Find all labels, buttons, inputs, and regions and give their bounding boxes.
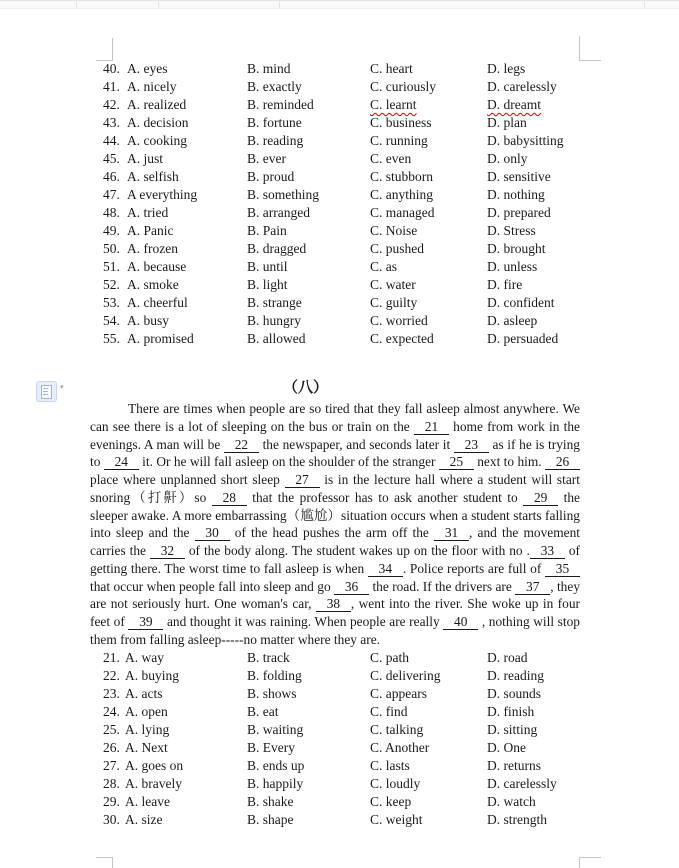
option-a: A. selfish <box>127 169 179 184</box>
chrome-divider <box>644 2 645 8</box>
question-number: 42. <box>103 97 120 112</box>
option-b: B. light <box>247 277 288 292</box>
question-number: 26. <box>103 739 120 755</box>
cloze-blank: 29 <box>523 490 558 506</box>
option-a: A. buying <box>125 667 179 683</box>
question-number: 43. <box>103 115 120 130</box>
option-c: C. even <box>370 151 412 166</box>
cloze-blank: 35 <box>545 561 580 577</box>
question-row <box>90 168 580 186</box>
option-a: A. smoke <box>127 277 179 292</box>
option-c: C. appears <box>370 685 427 701</box>
question-number: 40. <box>103 61 120 76</box>
crop-mark-top-right <box>579 36 601 61</box>
cloze-blank: 23 <box>454 437 489 453</box>
question-number: 21. <box>103 649 120 665</box>
option-b: B. shape <box>247 811 294 827</box>
option-b: B. strange <box>247 295 302 310</box>
question-row <box>90 78 580 96</box>
option-a: A. nicely <box>127 79 177 94</box>
option-b: B. ends up <box>247 757 305 773</box>
question-row <box>90 811 580 829</box>
question-number: 29. <box>103 793 120 809</box>
option-d: D. brought <box>487 241 546 256</box>
question-number: 45. <box>103 151 120 166</box>
option-c: C. anything <box>370 187 433 202</box>
option-b: B. dragged <box>247 241 307 256</box>
question-number: 30. <box>103 811 120 827</box>
option-a: A. promised <box>127 331 194 346</box>
option-c: C. talking <box>370 721 424 737</box>
question-number: 49. <box>103 223 120 238</box>
section-title: （八） <box>283 380 329 396</box>
option-c: C. stubborn <box>370 169 434 184</box>
cloze-blank: 25 <box>439 454 474 470</box>
question-number: 50. <box>103 241 120 256</box>
option-d: D. sounds <box>487 685 542 701</box>
option-a: A. eyes <box>127 61 168 76</box>
option-c: C. find <box>370 703 408 719</box>
question-row <box>90 96 580 114</box>
cloze-blank: 33 <box>530 543 565 559</box>
cloze-blank: 32 <box>150 543 185 559</box>
section-heading <box>90 378 580 398</box>
option-a: A. because <box>127 259 187 274</box>
cloze-blank: 30 <box>195 525 230 541</box>
option-b: B. ever <box>247 151 286 166</box>
option-d: D. confident <box>487 295 555 310</box>
option-b: B. Pain <box>247 223 287 238</box>
cloze-passage: There are times when people are so tired that they fall asleep almost anywhere. We can see there is a lot of sleeping on the bus or train on the 21 home from work in the evenings. A man will be 22 the newspaper, and seconds later it 23 as if he is trying to 24 it. Or he will fall asleep on the shoulder of the stranger 25 next to him. 26 place where unplanned short sleep 27 is in the lecture hall where a student will start snoring（打鼾）so 28 that the professor has to ask another student to 29 the sleeper awake. A more embarrassing（尴尬）situation occurs when a student starts falling into sleep and the 30 of the head pushes the arm off the 31 , and the movement carries the 32 of the body along. The student wakes up on the floor with no . 33 of getting there. The worst time to fall asleep is when 34 . Police reports are full of 35 that occur when people fall into sleep and go 36 the road. If the drivers are 37 , they are not seriously hurt. One woman's car, 38 , went into the river. She woke up in four feet of 39 and thought it was raining. When people are really 40 , nothing will stop them from falling asleep-----no matter where they are. <box>90 401 581 647</box>
option-d: D. carelessly <box>487 79 557 94</box>
option-a: A. acts <box>125 685 163 701</box>
cloze-blank: 38 <box>316 596 351 612</box>
option-d: D. only <box>487 151 528 166</box>
option-d: D. legs <box>487 61 526 76</box>
crop-mark-bottom-left <box>96 857 113 868</box>
option-d: D. babysitting <box>487 133 564 148</box>
question-number: 44. <box>103 133 120 148</box>
option-c: C. business <box>370 115 432 130</box>
text-block <box>90 0 580 829</box>
question-row <box>90 793 580 811</box>
option-c: C. expected <box>370 331 434 346</box>
cloze-blank: 21 <box>414 419 449 435</box>
question-number: 27. <box>103 757 120 773</box>
cloze-blank: 40 <box>443 614 478 630</box>
option-b: B. something <box>247 187 320 202</box>
question-row <box>90 667 580 685</box>
option-d: D. fire <box>487 277 523 292</box>
option-c: C. learnt <box>370 97 417 112</box>
option-b: B. shows <box>247 685 297 701</box>
option-b: B. fortune <box>247 115 302 130</box>
option-b: B. exactly <box>247 79 302 94</box>
cloze-blank: 36 <box>334 579 369 595</box>
option-c: C. loudly <box>370 775 421 791</box>
option-a: A. busy <box>127 313 170 328</box>
question-row <box>90 294 580 312</box>
chrome-divider <box>76 2 77 8</box>
option-a: A everything <box>127 187 198 202</box>
question-row <box>90 186 580 204</box>
option-a: A. Panic <box>127 223 174 238</box>
question-number: 51. <box>103 259 120 274</box>
question-row <box>90 775 580 793</box>
option-b: B. track <box>247 649 290 665</box>
option-c: C. curiously <box>370 79 436 94</box>
question-number: 23. <box>103 685 120 701</box>
option-a: A. way <box>125 649 164 665</box>
option-a: A. cheerful <box>127 295 188 310</box>
option-c: C. running <box>370 133 428 148</box>
option-b: B. folding <box>247 667 302 683</box>
question-table-21-30 <box>90 649 580 829</box>
option-d: D. watch <box>487 793 536 809</box>
option-c: C. worried <box>370 313 428 328</box>
option-a: A. decision <box>127 115 189 130</box>
question-row <box>90 240 580 258</box>
option-d: D. Stress <box>487 223 536 238</box>
crop-mark-bottom-right <box>579 857 601 868</box>
option-d: D. carelessly <box>487 775 557 791</box>
option-b: B. arranged <box>247 205 310 220</box>
option-b: B. shake <box>247 793 294 809</box>
cloze-blank: 22 <box>224 437 259 453</box>
option-a: A. leave <box>125 793 170 809</box>
option-d: D. road <box>487 649 528 665</box>
question-row <box>90 649 580 667</box>
option-a: A. open <box>125 703 168 719</box>
glyph-line <box>43 391 48 392</box>
question-row <box>90 60 580 78</box>
option-d: D. nothing <box>487 187 545 202</box>
glyph-line <box>43 388 48 389</box>
question-row <box>90 330 580 348</box>
option-a: A. cooking <box>127 133 187 148</box>
question-row <box>90 132 580 150</box>
question-number: 47. <box>103 187 120 202</box>
option-c: C. water <box>370 277 416 292</box>
cloze-blank: 24 <box>104 454 139 470</box>
option-c: C. Noise <box>370 223 418 238</box>
option-d: D. unless <box>487 259 538 274</box>
question-row <box>90 114 580 132</box>
cloze-blank: 28 <box>212 490 247 506</box>
option-b: B. Every <box>247 739 295 755</box>
cloze-blank: 34 <box>368 561 403 577</box>
option-d: D. asleep <box>487 313 538 328</box>
question-number: 25. <box>103 721 120 737</box>
option-b: B. hungry <box>247 313 301 328</box>
option-c: C. guilty <box>370 295 418 310</box>
option-b: B. proud <box>247 169 295 184</box>
question-number: 53. <box>103 295 120 310</box>
cloze-blank: 27 <box>285 472 320 488</box>
question-row <box>90 312 580 330</box>
option-d: D. sitting <box>487 721 538 737</box>
option-c: C. managed <box>370 205 435 220</box>
question-number: 22. <box>103 667 120 683</box>
question-number: 54. <box>103 313 120 328</box>
option-b: B. happily <box>247 775 304 791</box>
clipboard-page-glyph <box>41 385 52 399</box>
option-c: C. delivering <box>370 667 441 683</box>
question-row <box>90 276 580 294</box>
question-row <box>90 204 580 222</box>
option-c: C. path <box>370 649 409 665</box>
option-c: C. as <box>370 259 397 274</box>
question-row <box>90 222 580 240</box>
paste-options-icon[interactable] <box>36 381 57 402</box>
option-d: D. returns <box>487 757 541 773</box>
option-d: D. prepared <box>487 205 551 220</box>
question-table-40-55 <box>90 60 580 348</box>
cloze-blank: 31 <box>434 525 469 541</box>
question-number: 52. <box>103 277 120 292</box>
option-c: C. heart <box>370 61 413 76</box>
question-number: 41. <box>103 79 120 94</box>
option-c: C. Another <box>370 739 430 755</box>
option-b: B. until <box>247 259 288 274</box>
option-d: D. sensitive <box>487 169 551 184</box>
option-a: A. tried <box>127 205 169 220</box>
question-row <box>90 258 580 276</box>
option-a: A. Next <box>125 739 168 755</box>
cloze-blank: 39 <box>128 614 163 630</box>
chevron-down-icon[interactable]: ▾ <box>60 383 64 391</box>
option-a: A. realized <box>127 97 187 112</box>
option-d: D. persuaded <box>487 331 559 346</box>
option-c: C. keep <box>370 793 412 809</box>
question-number: 55. <box>103 331 120 346</box>
option-d: D. plan <box>487 115 527 130</box>
option-b: B. waiting <box>247 721 304 737</box>
option-b: B. eat <box>247 703 279 719</box>
option-a: A. frozen <box>127 241 178 256</box>
option-a: A. just <box>127 151 164 166</box>
option-b: B. reminded <box>247 97 314 112</box>
option-c: C. weight <box>370 811 423 827</box>
option-d: D. finish <box>487 703 535 719</box>
question-row <box>90 739 580 757</box>
option-d: D. reading <box>487 667 544 683</box>
option-b: B. mind <box>247 61 291 76</box>
option-a: A. goes on <box>125 757 184 773</box>
option-d: D. dreamt <box>487 97 541 112</box>
option-c: C. pushed <box>370 241 424 256</box>
option-d: D. One <box>487 739 526 755</box>
option-d: D. strength <box>487 811 547 827</box>
question-row <box>90 757 580 775</box>
option-b: B. allowed <box>247 331 306 346</box>
question-row <box>90 703 580 721</box>
question-row <box>90 721 580 739</box>
glyph-line <box>43 394 48 395</box>
cloze-blank: 26 <box>545 454 580 470</box>
option-b: B. reading <box>247 133 304 148</box>
option-a: A. bravely <box>125 775 182 791</box>
question-number: 48. <box>103 205 120 220</box>
cloze-blank: 37 <box>515 579 550 595</box>
option-a: A. lying <box>125 721 170 737</box>
question-number: 24. <box>103 703 120 719</box>
option-c: C. lasts <box>370 757 410 773</box>
question-row <box>90 150 580 168</box>
question-number: 46. <box>103 169 120 184</box>
question-row <box>90 685 580 703</box>
question-number: 28. <box>103 775 120 791</box>
option-a: A. size <box>125 811 163 827</box>
